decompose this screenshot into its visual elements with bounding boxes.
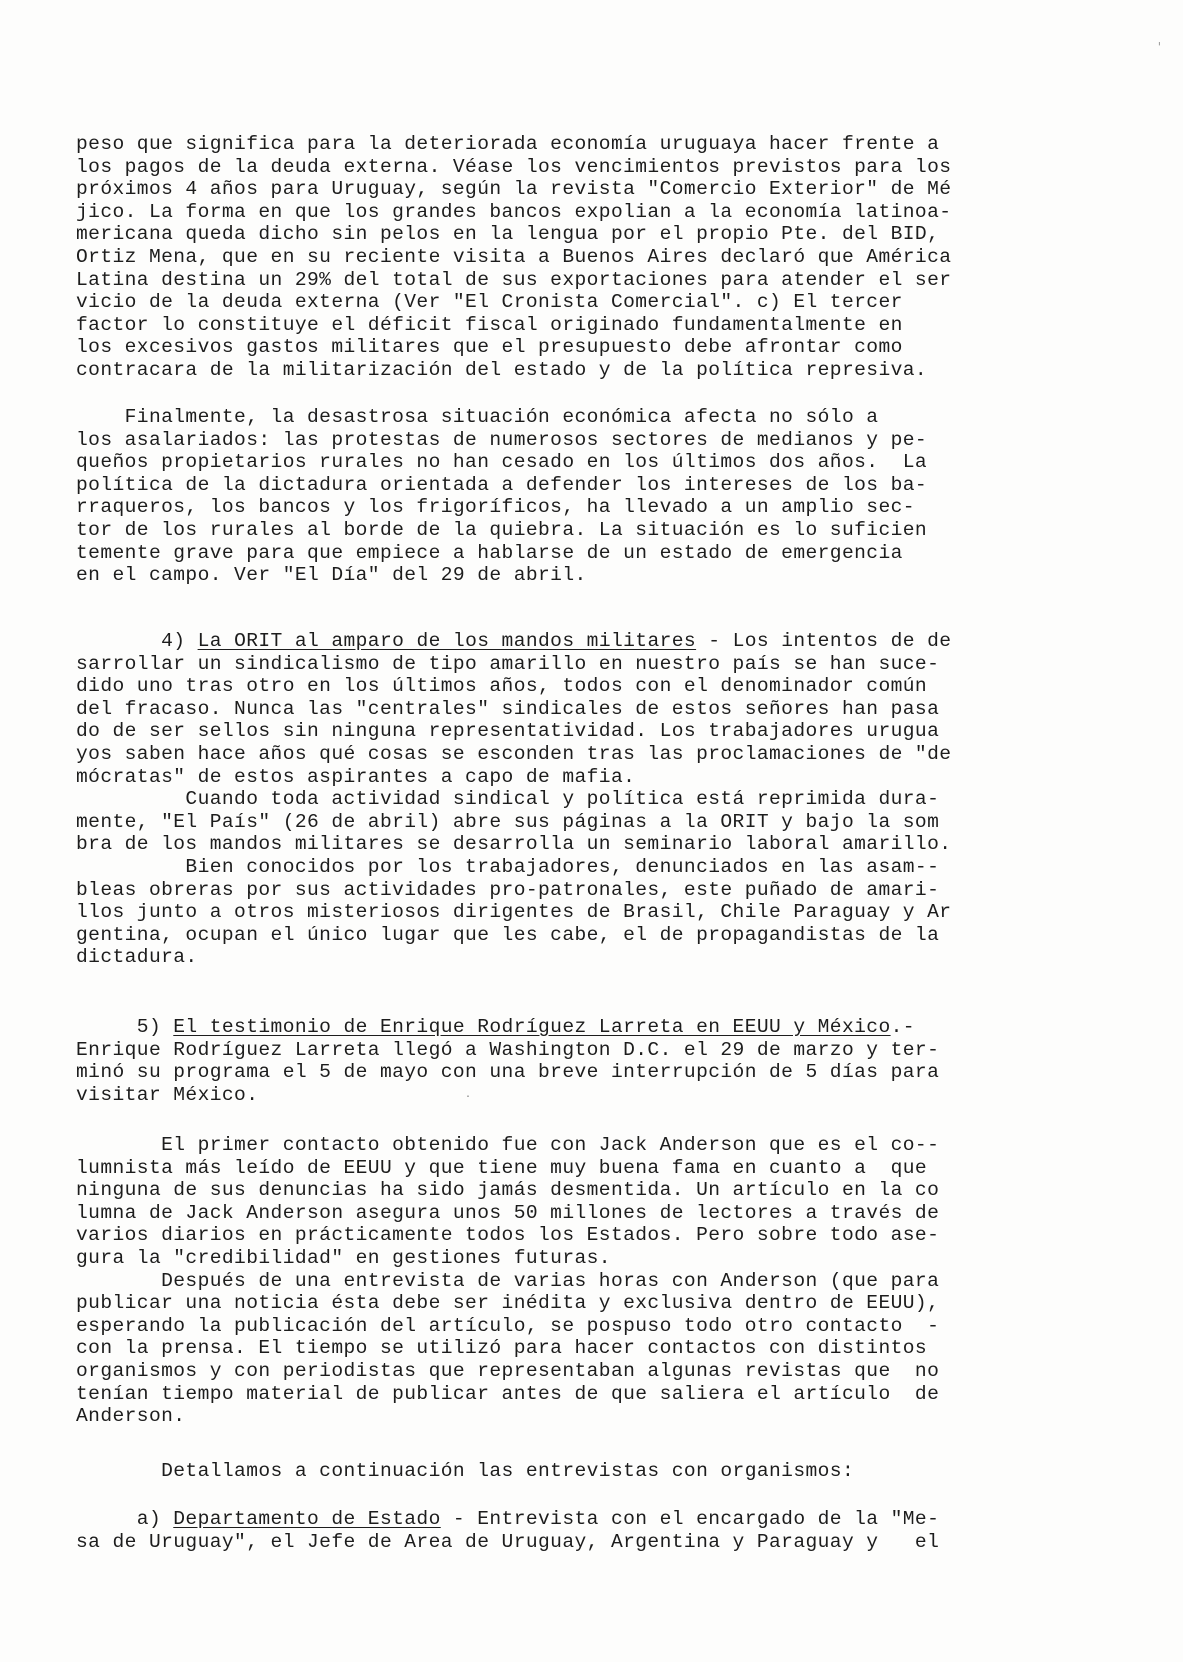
text-fragment: - Entrevista con el encargado de la "Me-: [440, 1508, 940, 1530]
section-heading-line: [76, 630, 1066, 653]
text-line: Detallamos a continuación las entrevistas con organismos:: [76, 1460, 855, 1482]
text-line: minó su programa el 5 de mayo con una breve interrupción de 5 días para: [76, 1061, 940, 1084]
text-line: lumna de Jack Anderson asegura unos 50 millones de lectores a través de: [76, 1201, 940, 1224]
text-line: ninguna de sus denuncias ha sido jamás desmentida. Un artículo en la co: [76, 1179, 940, 1202]
paragraph-economy: [76, 133, 1066, 382]
text-line: gentina, ocupan el único lugar que les cabe, el de propagandistas de la: [76, 923, 940, 946]
text-line: en el campo. Ver "El Día" del 29 de abril.: [76, 564, 587, 587]
text-line: tenían tiempo material de publicar antes de que saliera el artículo de: [76, 1382, 940, 1405]
text-line: yos saben hace años qué cosas se esconden tras las proclamaciones de "de: [76, 742, 952, 765]
text-line: publicar una noticia ésta debe ser inédita y exclusiva dentro de EEUU),: [76, 1292, 940, 1315]
section-number: 4): [76, 630, 198, 652]
text-line: Bien conocidos por los trabajadores, denunciados en las asam--: [76, 855, 940, 878]
text-line: organismos y con periodistas que representaban algunas revistas que no: [76, 1359, 940, 1382]
text-line: bleas obreras por sus actividades pro-patronales, este puñado de amari-: [76, 878, 940, 901]
text-line: contracara de la militarización del estado y de la política represiva.: [76, 358, 928, 381]
text-line: lumnista más leído de EEUU y que tiene muy buena fama en cuanto a que: [76, 1156, 928, 1179]
text-line: Enrique Rodríguez Larreta llegó a Washington D.C. el 29 de marzo y ter-: [76, 1038, 940, 1061]
scan-mark: ': [1157, 40, 1161, 54]
text-fragment: .-: [890, 1016, 915, 1038]
section-number: 5): [76, 1016, 174, 1038]
paragraph-anderson: [76, 1134, 1066, 1428]
item-title: Departamento de Estado: [173, 1508, 441, 1530]
text-line: los excesivos gastos militares que el presupuesto debe afrontar como: [76, 336, 903, 359]
text-line: los pagos de la deuda externa. Véase los vencimientos previstos para los: [76, 155, 952, 178]
text-line: sarrollar un sindicalismo de tipo amarillo en nuestro país se han suce-: [76, 652, 940, 675]
text-fragment: - Los intentos de de: [696, 630, 952, 652]
text-line: próximos 4 años para Uruguay, según la revista "Comercio Exterior" de Mé: [76, 178, 952, 201]
text-line: política de la dictadura orientada a defender los intereses de los ba-: [76, 473, 928, 496]
item-heading-line: [76, 1508, 1066, 1531]
section-heading-line: [76, 1016, 1066, 1039]
text-line: varios diarios en prácticamente todos los Estados. Pero sobre todo ase-: [76, 1224, 940, 1247]
text-line: peso que significa para la deteriorada economía uruguaya hacer frente a: [76, 133, 940, 155]
text-line: do de ser sellos sin ninguna representatividad. Los trabajadores urugua: [76, 720, 940, 743]
paragraph-interviews-intro: [76, 1460, 1066, 1483]
text-line: Cuando toda actividad sindical y política está reprimida dura-: [76, 788, 940, 811]
text-line: mócratas" de estos aspirantes a capo de mafia.: [76, 765, 636, 788]
text-line: llos junto a otros misteriosos dirigentes de Brasil, Chile Paraguay y Ar: [76, 901, 952, 924]
text-line: tor de los rurales al borde de la quiebra. La situación es lo suficien: [76, 518, 928, 541]
text-line: Después de una entrevista de varias horas con Anderson (que para: [76, 1269, 940, 1292]
item-a-state-department: [76, 1508, 1066, 1553]
text-line: vicio de la deuda externa (Ver "El Cronista Comercial". c) El tercer: [76, 291, 903, 314]
text-line: dictadura.: [76, 946, 198, 969]
text-line: factor lo constituye el déficit fiscal originado fundamentalmente en: [76, 313, 903, 336]
text-line: El primer contacto obtenido fue con Jack Anderson que es el co--: [76, 1134, 940, 1156]
text-line: queños propietarios rurales no han cesado en los últimos dos años. La: [76, 451, 928, 474]
section-title: La ORIT al amparo de los mandos militares: [197, 630, 697, 652]
text-line: gura la "credibilidad" en gestiones futuras.: [76, 1246, 611, 1269]
section-5-testimony: [76, 1016, 1066, 1106]
text-line: Ortiz Mena, que en su reciente visita a Buenos Aires declaró que América: [76, 245, 952, 268]
text-line: con la prensa. El tiempo se utilizó para hacer contactos con distintos: [76, 1337, 928, 1360]
text-line: sa de Uruguay", el Jefe de Area de Uruguay, Argentina y Paraguay y el: [76, 1530, 940, 1553]
text-line: temente grave para que empiece a hablarse de un estado de emergencia: [76, 541, 903, 564]
ink-speck: .: [465, 1090, 472, 1101]
paragraph-rural-crisis: [76, 406, 1066, 587]
text-line: visitar México.: [76, 1083, 259, 1106]
text-line: del fracaso. Nunca las "centrales" sindicales de estos señores han pasa: [76, 697, 940, 720]
text-line: jico. La forma en que los grandes bancos expolian a la economía latinoa-: [76, 200, 952, 223]
text-line: rraqueros, los bancos y los frigoríficos, ha llevado a un amplio sec-: [76, 496, 915, 519]
section-title: El testimonio de Enrique Rodríguez Larreta en EEUU y México: [173, 1016, 891, 1038]
text-line: mericana queda dicho sin pelos en la lengua por el propio Pte. del BID,: [76, 223, 940, 246]
text-line: Anderson.: [76, 1405, 186, 1428]
section-4-orit: [76, 630, 1066, 969]
text-line: esperando la publicación del artículo, se pospuso todo otro contacto -: [76, 1314, 940, 1337]
text-line: bra de los mandos militares se desarrolla un seminario laboral amarillo.: [76, 833, 952, 856]
item-label: a): [76, 1508, 174, 1530]
text-line: los asalariados: las protestas de numerosos sectores de medianos y pe-: [76, 428, 928, 451]
text-line: Latina destina un 29% del total de sus exportaciones para atender el ser: [76, 268, 952, 291]
text-line: Finalmente, la desastrosa situación económica afecta no sólo a: [76, 406, 879, 428]
text-line: mente, "El País" (26 de abril) abre sus páginas a la ORIT y bajo la som: [76, 810, 940, 833]
text-line: dido uno tras otro en los últimos años, todos con el denominador común: [76, 675, 928, 698]
